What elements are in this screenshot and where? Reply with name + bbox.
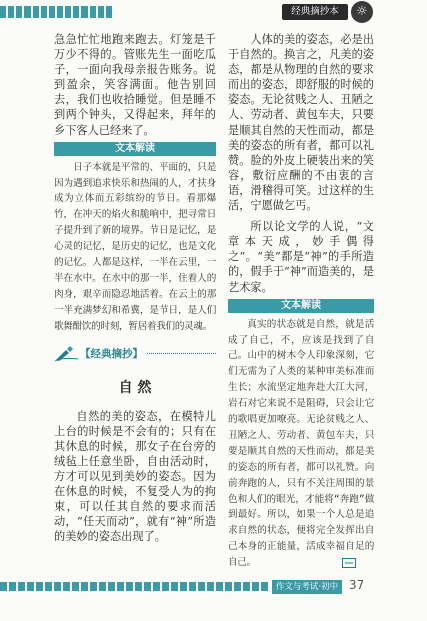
- pen-icon: [54, 346, 80, 362]
- lightbulb-icon: ☼: [351, 1, 373, 23]
- essay-paragraph: 自然的美的姿态，在模特儿上台的时候是不会有的；只有在其休息的时候，那女子在台旁的绒毡上任意坐卧，自由活动时，方才可以见到美妙的姿态。因为在休息的时候，不复受人为的拘束，可以任其自然的要求而活动，“任天而动”，就有“神”所造的美妙的姿态出现了。: [54, 409, 216, 544]
- column-title: 经典摘抄本: [291, 6, 339, 17]
- section-title: 自 然: [118, 379, 152, 396]
- essay-paragraph: 急急忙忙地跑来跑去。灯笼是千万少不得的。管账先生一面吃瓜子，一面向我母亲报告账务。说到盈余，笑容满面。他告别回去，我们也收拾睡觉。但是睡不到两个钟头，又得起来，拜年的乡下客人已经来了。: [54, 33, 216, 137]
- right-column: [228, 32, 374, 571]
- tag-divider: [147, 353, 216, 354]
- page-number: 37: [349, 578, 365, 592]
- section-tag-label: 【经典摘抄】: [80, 348, 143, 361]
- journal-name: 作文与考试·初中版: [272, 580, 342, 594]
- essay-paragraph: 所以论文学的人说，“文章本天成，妙手偶得之”。“美”都是“神”的手所造的，假手于“神”而造美的，是艺术家。: [228, 220, 374, 294]
- notes-title-bar: 文本解读: [54, 142, 216, 156]
- header-decoration-stripes: [0, 6, 112, 18]
- end-mark-icon: [342, 558, 356, 568]
- column-title-tab: [282, 4, 348, 20]
- notes-text: 真实的状态就是自然，就是活成了自己，不，应该是找到了自己。山中的树木令人印象深刻，它们无需为了人类的某种审美标准而生长；水流坚定地奔赴大江大河，岩石对它来说不是阻碍，只会让它的歌唱更加嘹亮。无论贫贱之人、丑陋之人、劳动者、黄包车夫，只要是顺其自然的天性而动，都是美的姿态的所有者，都可以礼赞。向前奔跑的人，只有不关注周围的景色和人们的眼光，才能将“奔跑”做到最好。所以，如果一个人总是追求自然的状态，便将完全发挥出自己本身的正能量，活成幸福自足的自己。: [228, 318, 374, 569]
- section-tag: [54, 345, 216, 363]
- left-column: [54, 32, 216, 544]
- notes-text: 日子本就是平常的、平面的，只是因为遇到追求快乐和热闹的人，才扶身成为立体而五彩缤纷的节日。看那爆竹，在冲天的焰火和脆响中，把寻常日子提升到了新的境界。节日是记忆，是心灵的记忆，是历史的记忆，也是文化的记忆。人都是这样，一半在云里，一半在水中。在水中的那一半，住着人的肉身，艰辛而隐忍地活着。在云上的那一半充满梦幻和希冀，是节日，是人们歌舞酣饮的时刻，暂居着我们的灵魂。: [54, 161, 216, 332]
- essay-paragraph: 人体的美的姿态，必是出于自然的。换言之，凡美的姿态，都是从物理的自然的要求而出的姿态，即舒服的时候的姿态。无论贫贱之人、丑陋之人、劳动者、黄包车夫，只要是顺其自然的天性而动，都是美的姿态的所有者，都可以礼赞。脸的外皮上硬装出来的笑容，敷衍应酬的不由衷的言语，滑稽得可笑。过这样的生活，宁愿做乞丐。: [228, 33, 374, 213]
- footer-decoration-stripes: [0, 582, 268, 591]
- notes-title-bar: 文本解读: [228, 299, 374, 313]
